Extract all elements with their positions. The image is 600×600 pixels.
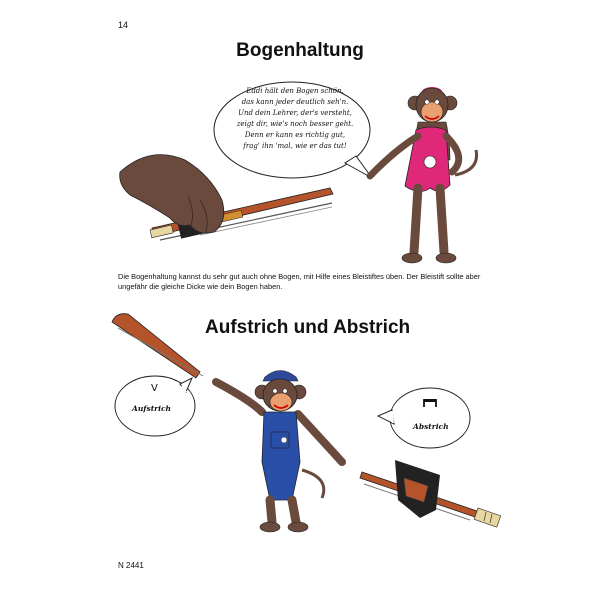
page-number: 14 — [118, 20, 129, 30]
poem-line: Und dein Lehrer, der's versteht, — [238, 109, 352, 117]
section-title-bogenhaltung: Bogenhaltung — [236, 40, 364, 61]
poem-line: zeigt dir, wie's noch besser geht. — [236, 120, 354, 128]
pink-dress-monkey-illustration — [370, 87, 477, 263]
instruction-paragraph: Die Bogenhaltung kannst du sehr gut auch ohne Bogen, mit Hilfe eines Bleistiftes üben. Der Bleistift sollte aber ungefähr die gleiche Dicke wie dein Bogen haben. — [118, 272, 481, 291]
downbow-label: Abstrich — [413, 422, 449, 431]
downbow-bubble — [378, 388, 470, 448]
poem-line: frag' ihn 'mal, wie er das tut! — [243, 142, 347, 150]
poem-line: Eddi hält den Bogen schön, — [246, 87, 344, 95]
speech-bubble-poem — [222, 86, 368, 152]
blue-overalls-monkey-illustration — [216, 371, 342, 533]
poem-line: das kann jeder deutlich seh'n. — [241, 98, 349, 106]
poem-line: Denn er kann es richtig gut, — [244, 131, 346, 139]
bow-frog-illustration — [360, 460, 501, 527]
bow-tip-illustration — [112, 314, 203, 378]
footer-code: N 2441 — [118, 561, 144, 570]
upbow-label: Aufstrich — [132, 404, 172, 413]
section-title-aufstrich-abstrich: Aufstrich und Abstrich — [205, 317, 411, 338]
upbow-symbol-icon: V — [151, 383, 158, 394]
